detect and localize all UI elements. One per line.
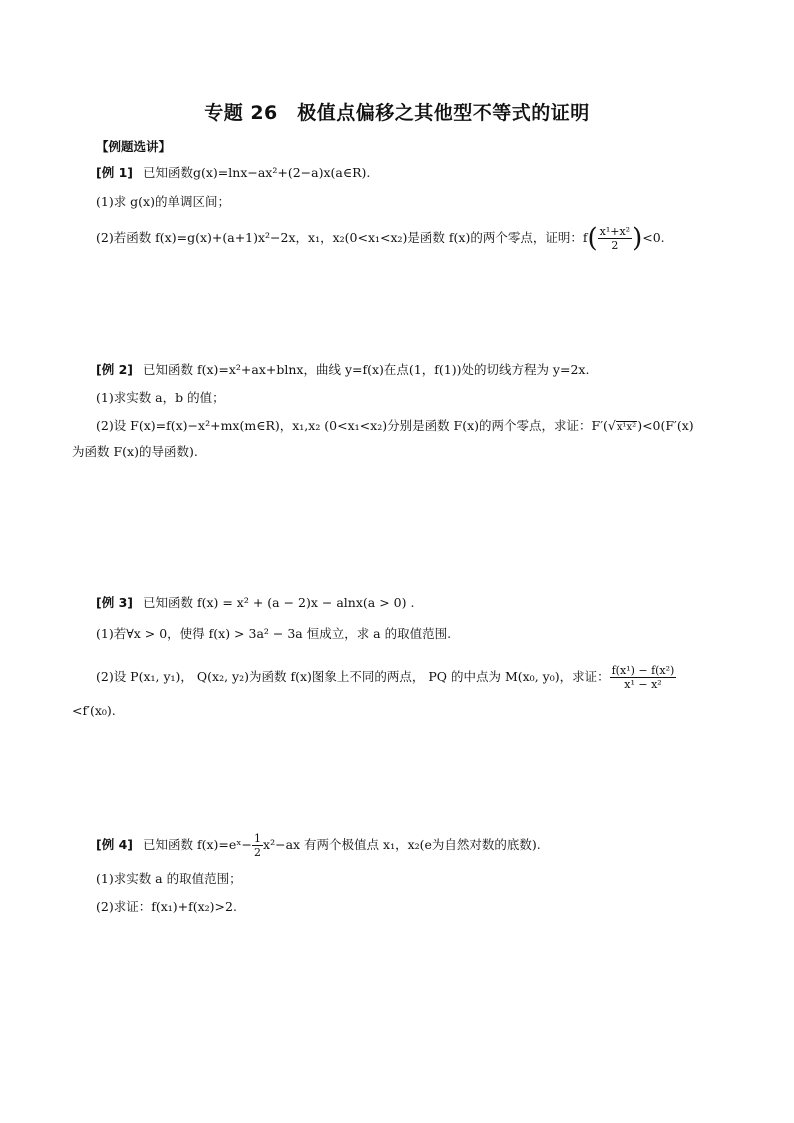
example-2-q2 bbox=[96, 417, 694, 437]
example-1-func: g(x)=lnx−ax²+(2−a)x(a∈R). bbox=[193, 165, 371, 180]
example-3-q2 bbox=[96, 664, 676, 691]
example-1-q2 bbox=[96, 225, 665, 252]
sqrt-symbol: √ bbox=[607, 418, 616, 433]
section-heading: 【例题选讲】 bbox=[96, 139, 172, 154]
fraction-denominator: x¹ − x² bbox=[624, 678, 662, 691]
example-3-intro-text: 已知函数 f(x) = x² + (a − 2)x − alnx(a > 0) . bbox=[142, 595, 415, 610]
example-1-q2-end: <0. bbox=[642, 230, 665, 245]
example-2-q1: (1)求实数 a，b 的值； bbox=[96, 390, 225, 405]
example-3-q1: (1)若∀x > 0，使得 f(x) > 3a² − 3a 恒成立，求 a 的取值范围. bbox=[96, 626, 452, 641]
example-4-q1: (1)求实数 a 的取值范围； bbox=[96, 871, 242, 886]
fraction-denominator: 2 bbox=[611, 239, 619, 252]
right-paren: ) bbox=[632, 223, 643, 254]
example-2-label: [例 2] bbox=[96, 362, 133, 377]
sqrt-content: x¹x² bbox=[616, 422, 637, 433]
fraction-numerator: 1 bbox=[254, 832, 262, 845]
example-1-intro-text: 已知函数 bbox=[142, 165, 193, 180]
example-3-fraction bbox=[610, 664, 677, 691]
example-4-q2: (2)求证：f(x₁)+f(x₂)>2. bbox=[96, 899, 237, 914]
example-4-label: [例 4] bbox=[96, 837, 133, 852]
example-2-q2-text: (2)设 F(x)=f(x)−x²+mx(m∈R)，x₁,x₂ (0<x₁<x₂)分别是函数 F(x)的两个零点，求证：F′( bbox=[96, 418, 608, 433]
example-3-intro bbox=[96, 594, 414, 612]
example-2-q2-end: )<0(F′(x) bbox=[637, 418, 694, 433]
example-4-intro bbox=[96, 832, 541, 859]
example-1-q1: (1)求 g(x)的单调区间； bbox=[96, 194, 230, 209]
page-title: 专题 26 极值点偏移之其他型不等式的证明 bbox=[204, 102, 590, 124]
example-2-q2-cont: 为函数 F(x)的导函数). bbox=[72, 444, 198, 459]
example-1-label: [例 1] bbox=[96, 165, 133, 180]
left-paren: ( bbox=[587, 223, 598, 254]
example-3-label: [例 3] bbox=[96, 595, 133, 610]
example-1-q2-text: (2)若函数 f(x)=g(x)+(a+1)x²−2x，x₁，x₂(0<x₁<x₂)是函数 f(x)的两个零点，证明：f bbox=[96, 230, 588, 245]
example-2-intro-text: 已知函数 f(x)=x²+ax+blnx，曲线 y=f(x)在点(1，f(1))处的切线方程为 y=2x. bbox=[142, 362, 590, 377]
fraction-denominator: 2 bbox=[254, 846, 262, 859]
example-4-intro-a: 已知函数 f(x)=eˣ− bbox=[142, 837, 253, 852]
example-2-intro bbox=[96, 361, 589, 379]
example-4-intro-b: x²−ax 有两个极值点 x₁，x₂(e为自然对数的底数). bbox=[263, 837, 541, 852]
example-1-fraction bbox=[598, 225, 632, 252]
fraction-numerator: f(x¹) − f(x²) bbox=[611, 664, 675, 677]
example-1-intro bbox=[96, 164, 370, 182]
example-3-q2-cont: <f′(x₀). bbox=[72, 703, 116, 718]
example-3-q2-text: (2)设 P(x₁, y₁)， Q(x₂, y₂)为函数 f(x)图象上不同的两点， PQ 的中点为 M(x₀, y₀)，求证： bbox=[96, 669, 610, 684]
fraction-numerator: x¹+x² bbox=[599, 225, 631, 238]
example-4-fraction bbox=[252, 832, 263, 859]
